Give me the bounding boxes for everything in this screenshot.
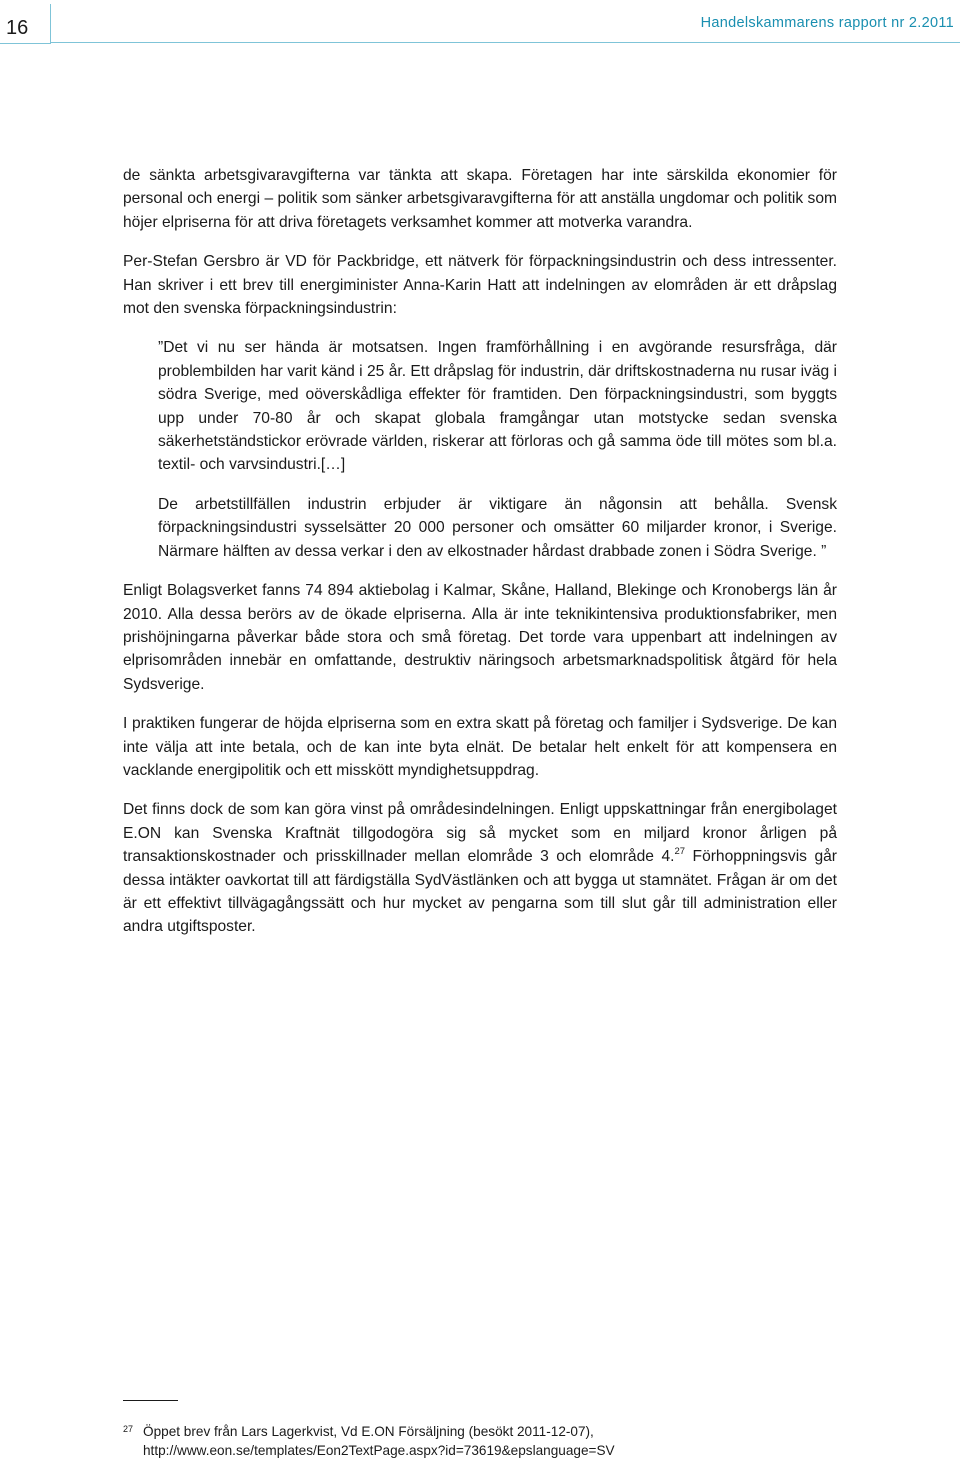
footnote-text: Öppet brev från Lars Lagerkvist, Vd E.ON Försäljning (besökt 2011-12-07), http://www.eon.se/templates/Eon2TextPage.aspx?id=73619&epslanguage=SV bbox=[143, 1424, 615, 1458]
page-number: 16 bbox=[6, 17, 29, 39]
footnote-divider bbox=[123, 1400, 178, 1401]
paragraph-5-part-1: Det finns dock de som kan göra vinst på områdesindelningen. Enligt uppskattningar från energibolaget E.ON kan Svenska Kraftnät tillgodogöra sig så mycket som en miljard kronor årligen på transaktionskostnader och prisskillnader mellan elområde 3 och elområde 4. bbox=[123, 801, 837, 866]
page-number-box bbox=[0, 4, 51, 44]
header-rule bbox=[51, 42, 960, 43]
footnote-reference[interactable]: 27 bbox=[674, 846, 686, 858]
paragraph-4: I praktiken fungerar de höjda elpriserna som en extra skatt på företag och familjer i Sydsverige. De kan inte välja att inte betala, och de kan inte byta elnät. De betalar helt enkelt för att kompensera en vacklande energipolitik och ett misskött myndighetsuppdrag. bbox=[123, 715, 837, 779]
footnote-number: 27 bbox=[123, 1424, 134, 1434]
paragraph-5 bbox=[123, 798, 837, 938]
footnote bbox=[123, 1422, 837, 1460]
paragraph-1: de sänkta arbetsgivaravgifterna var tänkta att skapa. Företagen har inte särskilda ekonomier för personal och energi – politik som sänker arbetsgivaravgifterna för att anställa ungdomar och politik som höjer elpriserna för att driva företagets verksamhet kommer att motverka varandra. bbox=[123, 167, 837, 231]
paragraph-3: Enligt Bolagsverket fanns 74 894 aktiebolag i Kalmar, Skåne, Halland, Blekinge och Kronobergs län år 2010. Alla dessa berörs av de ökade elpriserna. Alla är inte teknikintensiva produktionsfabriker, men prishöjningarna påverkar både stora och små företag. Det torde vara uppenbart att indelningen av elprisområden innebär en omfattande, destruktiv näringsoch arbetsmarknadspolitisk åtgärd för hela Sydsverige. bbox=[123, 582, 837, 693]
paragraph-2: Per-Stefan Gersbro är VD för Packbridge, ett nätverk för förpackningsindustrin och dess intressenter. Han skriver i ett brev till energiminister Anna-Karin Hatt att indelningen av elområden är ett dråpslag mot den svenska förpackningsindustrin: bbox=[123, 253, 837, 318]
paragraph-5-part-2: Förhoppningsvis går dessa intäkter oavkortat till att färdigställa SydVästlänken och att bygga ut stamnätet. Frågan är om det är ett effektivt tillvägagångssätt och hur mycket av pengarna som till slut går till administration eller andra utgiftsposter. bbox=[123, 848, 837, 936]
page-header bbox=[0, 0, 960, 44]
quote-paragraph-1: ”Det vi nu ser hända är motsatsen. Ingen framförhållning i en avgörande resursfråga, där problembilden har varit känd i 25 år. Ett dråpslag för industrin, där driftskostnaderna nu rusar iväg i södra Sverige, med oöverskådliga effekter för framtiden. Den förpackningsindustri, som byggts upp under 70-80 år och skapat globala framgångar utan motstycke sedan svenska säkerhetständstickor erövrade världen, riskerar att förloras och gå samma öde till mötes som bl.a. textil- och varvsindustri.[…] bbox=[158, 339, 837, 474]
report-title: Handelskammarens rapport nr 2.2011 bbox=[700, 15, 954, 31]
quote-paragraph-2: De arbetstillfällen industrin erbjuder är viktigare än någonsin att behålla. Svensk förpackningsindustri sysselsätter 20 000 personer och omsätter 60 miljarder kronor, i Sverige. Närmare hälften av dessa verkar i den av elkostnader hårdast drabbade zonen i Södra Sverige. ” bbox=[158, 495, 837, 560]
body-text bbox=[123, 164, 837, 955]
